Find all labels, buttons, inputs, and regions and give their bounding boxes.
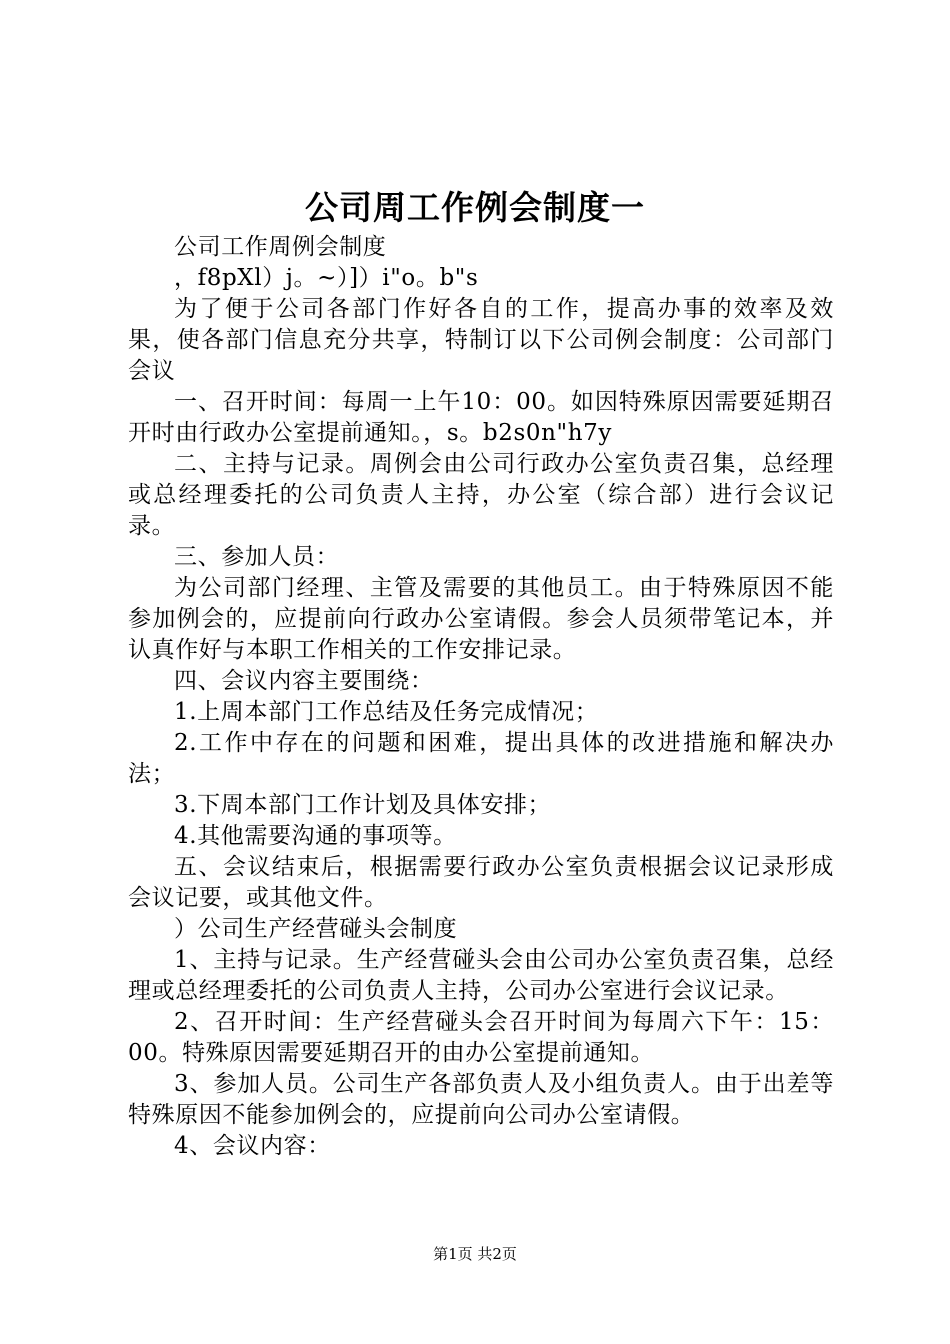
paragraph: 3、参加人员。公司生产各部负责人及小组负责人。由于出差等特殊原因不能参加例会的，应提前向公司办公室请假。 bbox=[128, 1071, 834, 1128]
paragraph: 二、主持与记录。周例会由公司行政办公室负责召集，总经理或总经理委托的公司负责人主持，办公室（综合部）进行会议记录。 bbox=[128, 451, 834, 539]
paragraph: 一、召开时间：每周一上午10：00。如因特殊原因需要延期召开时由行政办公室提前通知。，s。b2s0n"h7y bbox=[128, 389, 834, 446]
paragraph: 五、会议结束后，根据需要行政办公室负责根据会议记录形成会议记要，或其他文件。 bbox=[128, 854, 834, 911]
paragraph: 公司工作周例会制度 bbox=[174, 234, 387, 260]
page-footer: 第1页 共2页 bbox=[433, 1245, 517, 1263]
document-title: 公司周工作例会制度一 bbox=[305, 188, 645, 227]
document-body bbox=[128, 232, 834, 1162]
paragraph: 1.上周本部门工作总结及任务完成情况； bbox=[174, 699, 599, 725]
paragraph: 2、召开时间：生产经营碰头会召开时间为每周六下午：15：00。特殊原因需要延期召开的由办公室提前通知。 bbox=[128, 1009, 834, 1066]
paragraph: 3.下周本部门工作计划及具体安排； bbox=[174, 792, 552, 818]
paragraph: ，f8pXl）j。~）]）i"o。b"s bbox=[174, 265, 479, 291]
paragraph: 4.其他需要沟通的事项等。 bbox=[174, 823, 457, 849]
paragraph: 为了便于公司各部门作好各自的工作，提高办事的效率及效果，使各部门信息充分共享，特制订以下公司例会制度：公司部门会议 bbox=[128, 296, 834, 384]
paragraph: 三、参加人员： bbox=[174, 544, 340, 570]
paragraph: 四、会议内容主要围绕： bbox=[174, 668, 434, 694]
paragraph: ）公司生产经营碰头会制度 bbox=[174, 916, 458, 942]
paragraph: 4、会议内容： bbox=[174, 1133, 331, 1159]
paragraph: 1、主持与记录。生产经营碰头会由公司办公室负责召集，总经理或总经理委托的公司负责人主持，公司办公室进行会议记录。 bbox=[128, 947, 834, 1004]
paragraph: 2.工作中存在的问题和困难，提出具体的改进措施和解决办法； bbox=[128, 730, 834, 787]
paragraph: 为公司部门经理、主管及需要的其他员工。由于特殊原因不能参加例会的，应提前向行政办公室请假。参会人员须带笔记本，并认真作好与本职工作相关的工作安排记录。 bbox=[128, 575, 834, 663]
